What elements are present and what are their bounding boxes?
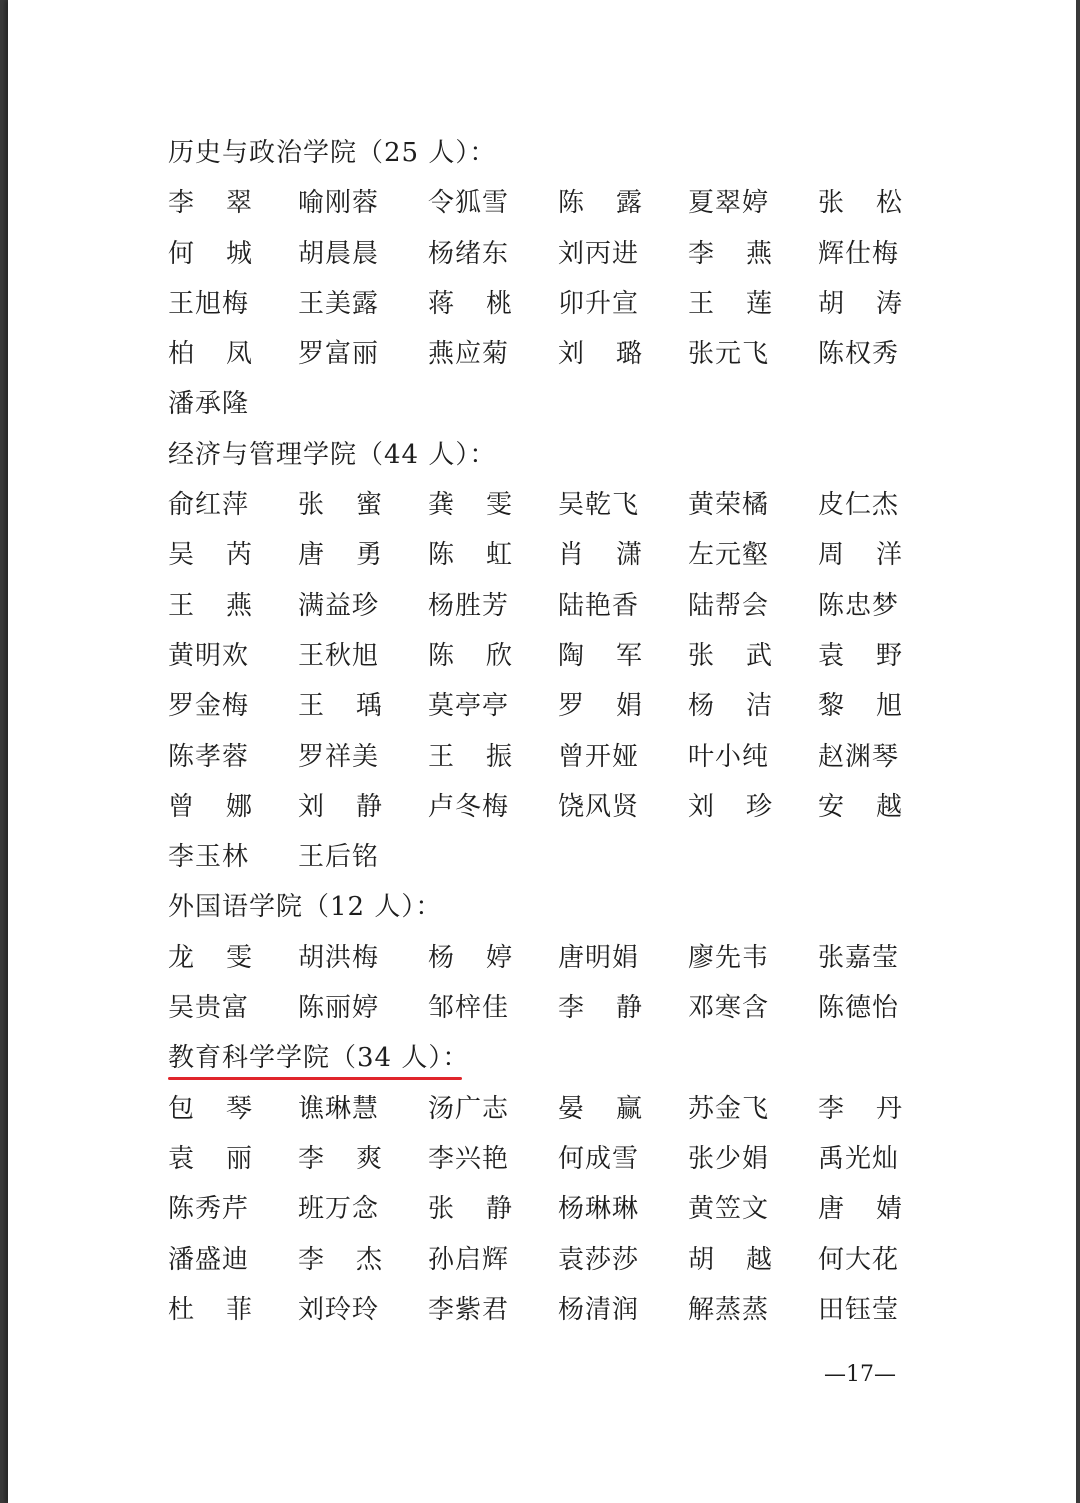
person-name: 肖 潇 xyxy=(558,540,642,571)
person-name: 安 越 xyxy=(818,791,902,822)
person-name: 左元壑 xyxy=(688,540,770,571)
person-name: 张 松 xyxy=(818,188,902,219)
person-name: 黄荣橘 xyxy=(688,490,770,521)
person-name: 王 莲 xyxy=(688,288,772,319)
person-name: 叶小纯 xyxy=(688,741,770,772)
name-row xyxy=(168,480,928,530)
name-row xyxy=(168,1235,928,1285)
person-name: 张少娟 xyxy=(688,1143,770,1174)
person-name: 胡晨晨 xyxy=(298,238,380,269)
person-name: 柏 凤 xyxy=(168,339,252,370)
name-row xyxy=(168,933,928,983)
person-name: 胡 涛 xyxy=(818,288,902,319)
person-name: 杨绪东 xyxy=(428,238,510,269)
college-title: 教育科学学院（34 人）： xyxy=(168,1043,470,1074)
person-name: 李 爽 xyxy=(298,1143,382,1174)
person-name: 张元飞 xyxy=(688,339,770,370)
name-row xyxy=(168,1134,928,1184)
person-name: 李 静 xyxy=(558,993,642,1024)
person-name: 袁 野 xyxy=(818,640,902,671)
person-name: 陈秀芹 xyxy=(168,1194,250,1225)
person-name: 李 丹 xyxy=(818,1093,902,1124)
person-name: 陈 虹 xyxy=(428,540,512,571)
college-heading xyxy=(168,882,928,932)
person-name: 张嘉莹 xyxy=(818,942,900,973)
name-row xyxy=(168,732,928,782)
highlight-underline xyxy=(168,1077,462,1080)
person-name: 陈丽婷 xyxy=(298,993,380,1024)
page-number: —17— xyxy=(824,1362,896,1387)
person-name: 王秋旭 xyxy=(298,640,380,671)
person-name: 袁 丽 xyxy=(168,1143,252,1174)
person-name: 王后铭 xyxy=(298,842,380,873)
name-row xyxy=(168,581,928,631)
person-name: 周 洋 xyxy=(818,540,902,571)
person-name: 杨 洁 xyxy=(688,691,772,722)
person-name: 令狐雪 xyxy=(428,188,510,219)
college-heading xyxy=(168,1033,928,1083)
name-row xyxy=(168,983,928,1033)
name-row xyxy=(168,279,928,329)
person-name: 张 蜜 xyxy=(298,490,382,521)
person-name: 俞红萍 xyxy=(168,490,250,521)
person-name: 辉仕梅 xyxy=(818,238,900,269)
person-name: 黄笠文 xyxy=(688,1194,770,1225)
person-name: 罗富丽 xyxy=(298,339,380,370)
person-name: 潘承隆 xyxy=(168,389,250,420)
person-name: 唐 婧 xyxy=(818,1194,902,1225)
person-name: 黎 旭 xyxy=(818,691,902,722)
person-name: 汤广志 xyxy=(428,1093,510,1124)
college-title: 历史与政治学院（25 人）： xyxy=(168,138,497,168)
person-name: 卯升宣 xyxy=(558,288,640,319)
person-name: 刘玲玲 xyxy=(298,1294,380,1325)
person-name: 夏翠婷 xyxy=(688,188,770,219)
person-name: 黄明欢 xyxy=(168,640,250,671)
name-row xyxy=(168,832,928,882)
name-row xyxy=(168,1184,928,1234)
person-name: 王 瑀 xyxy=(298,691,382,722)
person-name: 何大花 xyxy=(818,1244,900,1275)
college-heading xyxy=(168,430,928,480)
name-row xyxy=(168,782,928,832)
person-name: 吴 芮 xyxy=(168,540,252,571)
person-name: 刘 璐 xyxy=(558,339,642,370)
person-name: 陆帮会 xyxy=(688,590,770,621)
person-name: 王 燕 xyxy=(168,590,252,621)
person-name: 喻刚蓉 xyxy=(298,188,380,219)
person-name: 杨琳琳 xyxy=(558,1194,640,1225)
person-name: 饶风贤 xyxy=(558,791,640,822)
person-name: 李 杰 xyxy=(298,1244,382,1275)
person-name: 谯琳慧 xyxy=(298,1093,380,1124)
person-name: 罗金梅 xyxy=(168,691,250,722)
person-name: 陈忠梦 xyxy=(818,590,900,621)
person-name: 陈 露 xyxy=(558,188,642,219)
person-name: 陶 军 xyxy=(558,640,642,671)
name-list xyxy=(168,128,928,1335)
person-name: 唐 勇 xyxy=(298,540,382,571)
person-name: 杨胜芳 xyxy=(428,590,510,621)
person-name: 吴贵富 xyxy=(168,993,250,1024)
person-name: 班万念 xyxy=(298,1194,380,1225)
person-name: 龚 雯 xyxy=(428,490,512,521)
person-name: 何 城 xyxy=(168,238,252,269)
person-name: 满益珍 xyxy=(298,590,380,621)
person-name: 包 琴 xyxy=(168,1093,252,1124)
college-heading xyxy=(168,128,928,178)
person-name: 杜 菲 xyxy=(168,1294,252,1325)
person-name: 莫亭亭 xyxy=(428,691,510,722)
name-row xyxy=(168,1084,928,1134)
person-name: 潘盛迪 xyxy=(168,1244,250,1275)
name-row xyxy=(168,229,928,279)
person-name: 王 振 xyxy=(428,741,512,772)
person-name: 蒋 桃 xyxy=(428,288,512,319)
person-name: 张 静 xyxy=(428,1194,512,1225)
person-name: 邓寒含 xyxy=(688,993,770,1024)
person-name: 唐明娟 xyxy=(558,942,640,973)
name-row xyxy=(168,530,928,580)
name-row xyxy=(168,681,928,731)
person-name: 胡 越 xyxy=(688,1244,772,1275)
person-name: 廖先韦 xyxy=(688,942,770,973)
name-row xyxy=(168,178,928,228)
person-name: 王旭梅 xyxy=(168,288,250,319)
name-row xyxy=(168,631,928,681)
person-name: 胡洪梅 xyxy=(298,942,380,973)
person-name: 卢冬梅 xyxy=(428,791,510,822)
person-name: 李玉林 xyxy=(168,842,250,873)
person-name: 罗 娟 xyxy=(558,691,642,722)
person-name: 刘 珍 xyxy=(688,791,772,822)
name-row xyxy=(168,1285,928,1335)
person-name: 禹光灿 xyxy=(818,1143,900,1174)
person-name: 张 武 xyxy=(688,640,772,671)
person-name: 王美露 xyxy=(298,288,380,319)
person-name: 燕应菊 xyxy=(428,339,510,370)
person-name: 苏金飞 xyxy=(688,1093,770,1124)
person-name: 罗祥美 xyxy=(298,741,380,772)
person-name: 陈权秀 xyxy=(818,339,900,370)
person-name: 陈孝蓉 xyxy=(168,741,250,772)
person-name: 晏 赢 xyxy=(558,1093,642,1124)
person-name: 田钰莹 xyxy=(818,1294,900,1325)
person-name: 解蒸蒸 xyxy=(688,1294,770,1325)
document-page xyxy=(8,0,1076,1503)
person-name: 刘丙进 xyxy=(558,238,640,269)
person-name: 吴乾飞 xyxy=(558,490,640,521)
person-name: 陆艳香 xyxy=(558,590,640,621)
person-name: 何成雪 xyxy=(558,1143,640,1174)
person-name: 杨 婷 xyxy=(428,942,512,973)
person-name: 邹梓佳 xyxy=(428,993,510,1024)
person-name: 龙 雯 xyxy=(168,942,252,973)
person-name: 杨清润 xyxy=(558,1294,640,1325)
name-row xyxy=(168,329,928,379)
college-title: 外国语学院（12 人）： xyxy=(168,892,443,923)
person-name: 曾 娜 xyxy=(168,791,252,822)
person-name: 赵渊琴 xyxy=(818,741,900,772)
person-name: 李 燕 xyxy=(688,238,772,269)
person-name: 曾开娅 xyxy=(558,741,640,772)
person-name: 孙启辉 xyxy=(428,1244,510,1275)
person-name: 陈 欣 xyxy=(428,640,512,671)
person-name: 李兴艳 xyxy=(428,1143,510,1174)
person-name: 皮仁杰 xyxy=(818,490,900,521)
person-name: 李 翠 xyxy=(168,188,252,219)
person-name: 刘 静 xyxy=(298,791,382,822)
person-name: 李紫君 xyxy=(428,1294,510,1325)
college-title: 经济与管理学院（44 人）： xyxy=(168,439,497,470)
person-name: 陈德怡 xyxy=(818,993,900,1024)
person-name: 袁莎莎 xyxy=(558,1244,640,1275)
name-row xyxy=(168,379,928,429)
